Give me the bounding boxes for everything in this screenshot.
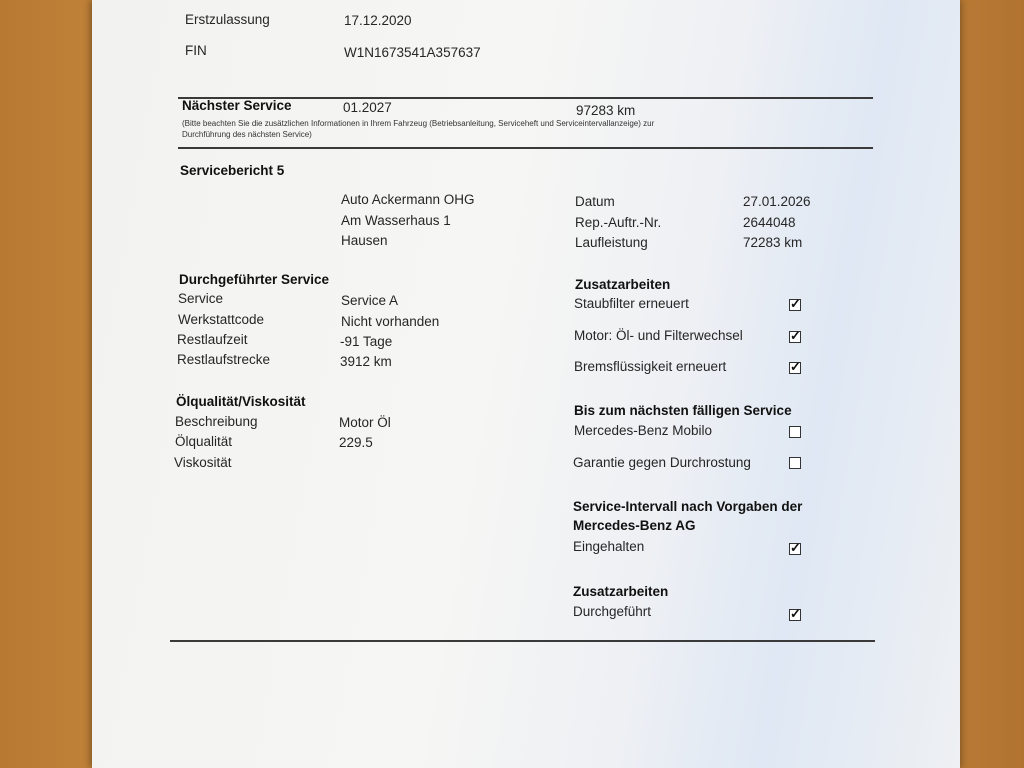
service-report-sheet — [92, 0, 960, 768]
restlaufstrecke-value: 3912 km — [340, 354, 392, 369]
viskositaet-label: Viskosität — [174, 455, 232, 470]
durchrostung-label: Garantie gegen Durchrostung — [573, 455, 751, 470]
eingehalten-checkbox[interactable] — [789, 540, 801, 555]
oelwechsel-checkbox[interactable] — [789, 328, 801, 343]
oelqualitaet-label: Ölqualität — [175, 434, 233, 449]
until-next-title: Bis zum nächsten fälligen Service — [574, 403, 792, 418]
fin-value: W1N1673541A357637 — [344, 45, 481, 60]
rep-auftr-label: Rep.-Auftr.-Nr. — [575, 215, 662, 230]
workshop-city: Hausen — [341, 233, 388, 248]
mobilo-checkbox[interactable] — [789, 426, 801, 438]
bremsfluessigkeit-checkbox[interactable] — [789, 359, 801, 374]
check-icon: ✓ — [790, 328, 801, 343]
oelqualitaet-value: 229.5 — [339, 435, 373, 450]
extra-work-title: Zusatzarbeiten — [575, 277, 671, 292]
check-icon: ✓ — [790, 296, 801, 311]
durchgefuehrt-label: Durchgeführt — [573, 604, 652, 619]
eingehalten-label: Eingehalten — [573, 539, 645, 554]
next-service-date: 01.2027 — [343, 100, 392, 115]
laufleistung-value: 72283 km — [743, 235, 803, 250]
oelwechsel-label: Motor: Öl- und Filterwechsel — [574, 328, 743, 343]
beschreibung-value: Motor Öl — [339, 415, 391, 430]
next-service-km: 97283 km — [576, 103, 636, 118]
laufleistung-label: Laufleistung — [575, 235, 648, 250]
oil-title: Ölqualität/Viskosität — [176, 394, 306, 409]
staubfilter-label: Staubfilter erneuert — [574, 296, 689, 311]
erstzulassung-value: 17.12.2020 — [344, 13, 412, 28]
extra-work2-title: Zusatzarbeiten — [573, 584, 669, 599]
interval-title-1: Service-Intervall nach Vorgaben der — [573, 499, 803, 514]
werkstattcode-value: Nicht vorhanden — [341, 314, 440, 329]
mobilo-label: Mercedes-Benz Mobilo — [574, 423, 713, 438]
bremsfluessigkeit-label: Bremsflüssigkeit erneuert — [574, 359, 727, 374]
check-icon: ✓ — [790, 359, 801, 374]
restlaufzeit-value: -91 Tage — [340, 334, 393, 349]
report-title: Servicebericht 5 — [180, 163, 285, 178]
workshop-street: Am Wasserhaus 1 — [341, 213, 451, 228]
beschreibung-label: Beschreibung — [175, 414, 258, 429]
datum-label: Datum — [575, 194, 615, 209]
staubfilter-checkbox[interactable] — [789, 296, 801, 311]
service-value: Service A — [341, 293, 399, 308]
check-icon: ✓ — [790, 540, 801, 555]
next-service-note-2: Durchführung des nächsten Service) — [182, 130, 312, 139]
next-service-note-1: (Bitte beachten Sie die zusätzlichen Informationen in Ihrem Fahrzeug (Betriebsanleitung, Serviceheft und Serviceintervallanzeige) zur — [182, 119, 655, 128]
fin-label: FIN — [185, 43, 207, 58]
divider-bottom — [170, 640, 875, 642]
datum-value: 27.01.2026 — [743, 194, 811, 209]
workshop-name: Auto Ackermann OHG — [341, 192, 475, 207]
rep-auftr-value: 2644048 — [743, 215, 796, 230]
service-done-title: Durchgeführter Service — [179, 272, 330, 287]
durchrostung-checkbox[interactable] — [789, 457, 801, 469]
werkstattcode-label: Werkstattcode — [178, 312, 265, 327]
restlaufstrecke-label: Restlaufstrecke — [177, 352, 271, 367]
durchgefuehrt-checkbox[interactable] — [789, 606, 801, 621]
erstzulassung-label: Erstzulassung — [185, 12, 270, 27]
divider-mid — [178, 147, 873, 149]
service-label: Service — [178, 291, 224, 306]
restlaufzeit-label: Restlaufzeit — [177, 332, 248, 347]
check-icon: ✓ — [790, 606, 801, 621]
next-service-label: Nächster Service — [182, 98, 292, 113]
interval-title-2: Mercedes-Benz AG — [573, 518, 696, 533]
